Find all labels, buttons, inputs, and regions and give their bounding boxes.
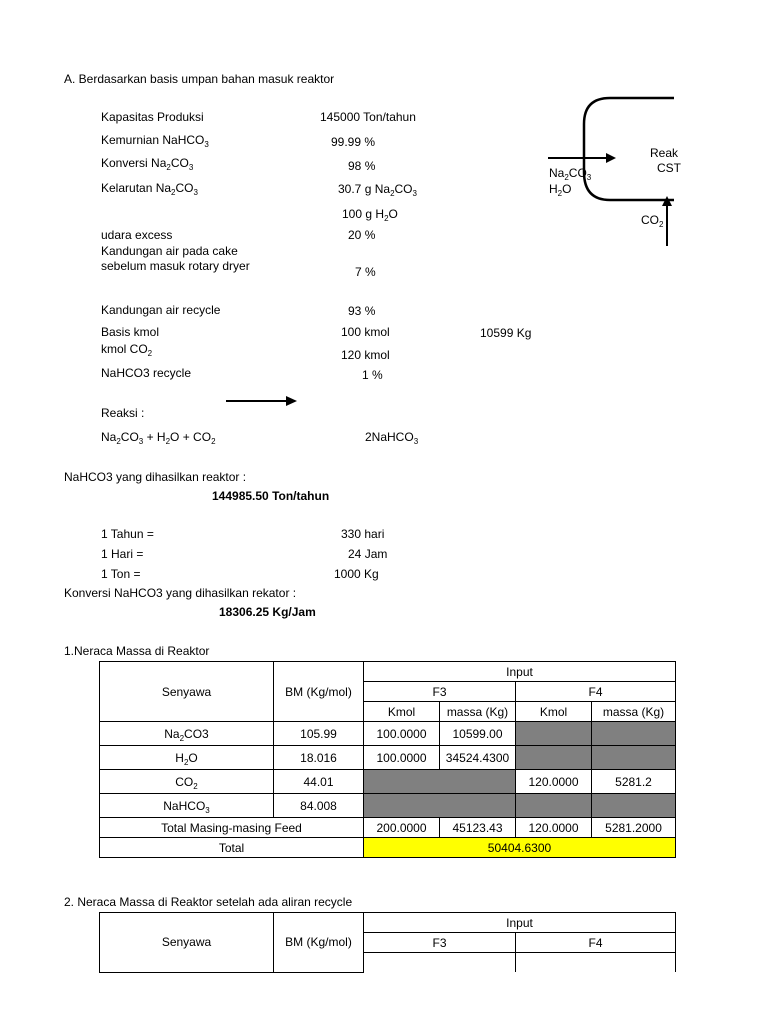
reaction-arrow-icon <box>226 394 298 408</box>
kelarutan-label: Kelarutan $Na_2CO_3$ <box>101 181 198 197</box>
row-name: $CO_2$ <box>100 770 274 794</box>
header-input: Input <box>364 913 676 933</box>
conv-hari-label: 1 Hari = <box>101 547 144 561</box>
recycle-value: 1 % <box>362 368 383 382</box>
kandungan-cake-value: 7 % <box>355 265 376 279</box>
kelarutan-water-value: 100 g $H_2O$ <box>342 207 398 223</box>
row-bm: 18.016 <box>274 746 364 770</box>
row-f4-kmol <box>516 794 592 818</box>
conv-hari-value: 24 Jam <box>348 547 388 561</box>
kandungan-recycle-label: Kandungan air recycle <box>101 303 221 317</box>
kelarutan-value: 30.7 g $Na_2CO_3$ <box>338 182 417 198</box>
total-label: Total <box>100 838 364 858</box>
header-f4: F4 <box>516 682 676 702</box>
total-f3-massa: 45123.43 <box>440 818 516 838</box>
udara-value: 20 % <box>348 228 376 242</box>
conv-ton-label: 1 Ton = <box>101 567 141 581</box>
row-name: $Na_2CO3$ <box>100 722 274 746</box>
row-f3-massa: 10599.00 <box>440 722 516 746</box>
header-f3: F3 <box>364 682 516 702</box>
conv-tahun-label: 1 Tahun = <box>101 527 154 541</box>
konversi-value: 98 % <box>348 159 376 173</box>
produced-label: NaHCO3 yang dihasilkan reaktor : <box>64 470 247 484</box>
total-row <box>100 838 676 858</box>
header-f3-kmol: Kmol <box>364 702 440 722</box>
feed-co2-label: $CO_2$ <box>641 213 664 229</box>
header-f3-massa: massa (Kg) <box>440 702 516 722</box>
konversi-rate-label: Konversi NaHCO3 yang dihasilkan rekator : <box>64 586 297 600</box>
mass-balance-recycle-table <box>99 912 676 973</box>
row-f3-massa: 34524.4300 <box>440 746 516 770</box>
table-row <box>100 746 676 770</box>
recycle-label: NaHCO3 recycle <box>101 366 192 380</box>
header-bm: BM (Kg/mol) <box>274 662 364 722</box>
header-bm: BM (Kg/mol) <box>274 913 364 973</box>
row-name: NaHCO$_3$ <box>100 794 274 818</box>
row-bm: 105.99 <box>274 722 364 746</box>
header-f4: F4 <box>516 933 676 953</box>
row-bm: 84.008 <box>274 794 364 818</box>
row-f4-massa: 5281.2 <box>592 770 676 794</box>
total-f4-massa: 5281.2000 <box>592 818 676 838</box>
total-feed-label: Total Masing-masing Feed <box>100 818 364 838</box>
total-value: 50404.6300 <box>364 838 676 858</box>
total-f4-kmol: 120.0000 <box>516 818 592 838</box>
table-row <box>100 770 676 794</box>
row-f4-massa <box>592 746 676 770</box>
table1-title: 1.Neraca Massa di Reaktor <box>64 644 210 658</box>
kapasitas-value: 145000 Ton/tahun <box>320 110 416 124</box>
row-f4-kmol: 120.0000 <box>516 770 592 794</box>
kmol-co2-label: kmol $CO_2$ <box>101 342 153 358</box>
row-f3-kmol: 100.0000 <box>364 746 440 770</box>
header-f4-sub <box>516 953 676 973</box>
row-f4-massa <box>592 794 676 818</box>
konversi-rate-value: 18306.25 Kg/Jam <box>219 605 316 619</box>
row-f3-empty <box>364 770 516 794</box>
kandungan-recycle-value: 93 % <box>348 304 376 318</box>
reaksi-lhs: $Na_2CO_3 + H_2O + CO_2$ <box>101 430 216 446</box>
table-row <box>100 794 676 818</box>
feed-h2o-label: $H_2O$ <box>549 182 572 198</box>
kandungan-cake-label2: sebelum masuk rotary dryer <box>101 259 250 273</box>
kemurnian-label: Kemurnian NaHCO$_3$ <box>101 133 209 149</box>
kandungan-cake-label1: Kandungan air pada cake <box>101 244 238 258</box>
row-f4-kmol <box>516 746 592 770</box>
konversi-label: Konversi $Na_2CO_3$ <box>101 156 194 172</box>
mass-balance-table <box>99 661 676 858</box>
row-f3-empty <box>364 794 516 818</box>
row-f4-massa <box>592 722 676 746</box>
feed-na2co3-label: $Na_2CO_3$ <box>549 166 592 182</box>
row-f4-kmol <box>516 722 592 746</box>
produced-value: 144985.50 Ton/tahun <box>212 489 330 503</box>
udara-label: udara excess <box>101 228 173 242</box>
header-f4-massa: massa (Kg) <box>592 702 676 722</box>
row-f3-kmol: 100.0000 <box>364 722 440 746</box>
row-bm: 44.01 <box>274 770 364 794</box>
reaksi-rhs: 2NaHCO$_3$ <box>365 430 419 446</box>
table-row <box>100 722 676 746</box>
header-f3-sub <box>364 953 516 973</box>
conv-tahun-value: 330 hari <box>341 527 385 541</box>
table2-title: 2. Neraca Massa di Reaktor setelah ada aliran recycle <box>64 895 353 909</box>
reactor-label-1: Reak <box>650 146 679 160</box>
section-a-title: A. Berdasarkan basis umpan bahan masuk reaktor <box>64 72 335 86</box>
total-feed-row <box>100 818 676 838</box>
basis-label: Basis kmol <box>101 325 160 339</box>
kemurnian-value: 99.99 % <box>331 135 376 149</box>
basis-mass-value: 10599 Kg <box>480 326 532 340</box>
header-senyawa: Senyawa <box>100 662 274 722</box>
header-input: Input <box>364 662 676 682</box>
header-senyawa: Senyawa <box>100 913 274 973</box>
conv-ton-value: 1000 Kg <box>334 567 379 581</box>
row-name: $H_2O$ <box>100 746 274 770</box>
kmol-co2-value: 120 kmol <box>341 348 390 362</box>
basis-value: 100 kmol <box>341 325 390 339</box>
kapasitas-label: Kapasitas Produksi <box>101 110 204 124</box>
total-f3-kmol: 200.0000 <box>364 818 440 838</box>
reaksi-label: Reaksi : <box>101 406 145 420</box>
reactor-label-2: CST <box>657 161 681 175</box>
header-f3: F3 <box>364 933 516 953</box>
header-f4-kmol: Kmol <box>516 702 592 722</box>
